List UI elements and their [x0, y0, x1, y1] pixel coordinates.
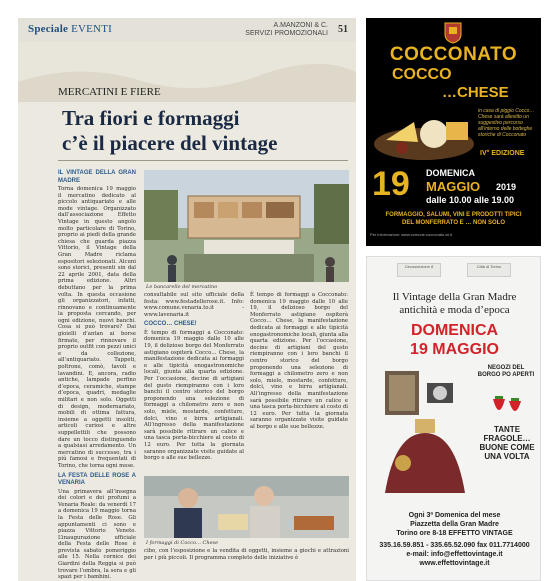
magazine-page [18, 18, 356, 581]
article-column-2 [144, 292, 244, 472]
col1-body2: Una primavera all’insegna dei colori e dei profumi a Venaria Reale: da venerdì 17 a domenica 19 maggio torna la Festa delle Rose. Gli appuntamenti ci sono e piazza Vittorio Veneto. L’inaugurazione ufficiale della Festa delle Rose è prevista sabato pomeriggio alle 15. Nella cornice dei Giardini della Reggia si può trovare l’ombra, la sera e gli spazi per i bambini. [58, 488, 136, 581]
chese-title: …CHESE [442, 84, 509, 101]
vintage-ad-title [367, 291, 542, 317]
section-label [28, 23, 112, 35]
vintage-ad-shops: NEGOZI DEL BORGO PO APERTI [477, 365, 535, 378]
title-divider [58, 160, 348, 161]
vintage-ad-tagline: TANTE FRAGOLE… BUONE COME UNA VOLTA [479, 425, 535, 461]
market-photo-caption: Le bancarelle del mercatino [146, 284, 218, 290]
magazine-header [18, 18, 356, 43]
cocco-title: COCCO [392, 66, 452, 83]
col1-body: Torna domenica 19 maggio il mercatino dedicato al piccolo antiquariato e alle mode vintage. Organizzato dall’associazione Effetto Vintage in questo angolo molto particolare di Torino, proprio ai piedi della grande chiesa che guarda piazza Vittorio, il Vintage della Gran Madre riclama espositori selezionati. Alcuni sono storici, presenti sin dal 22 aprile 2001, data della prima edizione. Altri debuttano per la prima volta. In questa occasione gli organizzatori, infatti, rinnovano e continuamente la proposta cercando, per ogni edizione, nuovi banchi. Cosa si può trovare? Dai gioielli d’antan ai borse firmate, per rinnovare il proprio outfit con pezzi unici e da collezione, all’antiquariato. Tappeti, poltrone, comò, tavoli e lavandini. E, ancora, radio antiche, lampade perfino d’epoca, ceramiche, stampe d’epoca, quadri, medaglie militari e non solo. Oggetti di design, modernariato, mobili di ottima fattura, insieme a oggetti insoliti, articoli curiosi e altre suppellettili che possono dare un tocco distinguendo a qualsiasi arredamento. Un mercatino di successo, tra i più famosi e frequentati di Torino, che torna ogni mese. [58, 186, 136, 469]
cocconato-description: in casa di piggio Cocco…Chese sarà allestito un suggestivo percorso all’interno delle botteghe storiche di Cocconato [478, 108, 535, 138]
vintage-ad-schedule-line1: Ogni 3ª Domenica del mese [408, 512, 501, 519]
cocconato-hours: dalle 10.00 alle 19.00 [426, 195, 515, 205]
vintage-ad-website: www.effettovintage.it [419, 560, 490, 567]
cheese-photo-caption: I formaggi di Cocco… Chese [146, 540, 219, 546]
section-label-rest: EVENTI [71, 23, 112, 35]
publisher-line1: A.MANZONI & C. [273, 22, 328, 29]
col2-subhead: COCCO… CHESE! [144, 321, 197, 328]
article-title-line2: c’è il piacere del vintage [62, 131, 278, 155]
cheese-photo [144, 476, 349, 538]
cocconato-day-word: DOMENICA [426, 168, 475, 178]
article-title [62, 106, 277, 156]
cocconato-title: COCCONATO [389, 44, 518, 65]
cocconato-edition: IV° EDIZIONE [480, 150, 525, 157]
market-photo [144, 170, 349, 282]
vintage-ad-schedule [367, 511, 542, 538]
col3-body: È tempo di formaggi a Cocconato: domenica 19 maggio dalle 10 alle 19, il delizioso borgo del Monferrato astigiano ospiterà Cocco… Chese, la manifestazione dedicata ai formaggi e alle tipicità enogastronomiche locali, giunta alla quarta edizione. Per l’occasione, decine di artigiani del gusto riempiranno con i loro banchi il centro storico del borgo proponendo una selezione di formaggi a chilometro zero e non solo, miele, mostarde, confetture, dolci, vino e birra artigianali. All’ingresso della manifestazione sarà possibile ritirare un calice e una tasca porta-bicchiere al costo di 12 euro. Per tutta la giornata saranno organizzate visite guidate al borgo e alle sue bellezze. [250, 292, 348, 430]
circoscrizione-logo: Circoscrizione 8 [397, 263, 441, 277]
vintage-ad-schedule-line2: Piazzetta della Gran Madre [410, 521, 499, 528]
vintage-ad [366, 256, 541, 581]
cocconato-ad [366, 18, 541, 246]
cocconato-footer-line2: DEL MONFERRATO E … NON SOLO [401, 220, 505, 226]
section-label-bold: Speciale [28, 23, 69, 35]
vintage-objects-image [375, 363, 475, 503]
publisher-label [245, 22, 328, 38]
vintage-ad-contacts [367, 541, 542, 568]
cheese-board-image [372, 104, 476, 162]
cocconato-day-number: 19 [372, 165, 410, 203]
cocconato-info: Per informazioni: www.comune.cocconato.at.it [370, 232, 452, 237]
col2-body2: È tempo di formaggi a Cocconato: domenica 19 maggio dalle 10 alle 19, il delizioso borgo del Monferrato astigiano ospiterà Cocco… Chese, la manifestazione dedicata ai formaggi e alle tipicità enogastronomiche locali, giunta alla quarta edizione. Per l’occasione, decine di artigiani del gusto riempiranno con i loro banchi il centro storico del borgo proponendo una selezione di formaggi a chilometro zero e non solo, miele, mostarde, confetture, dolci, vino e birra artigianali. All’ingresso della manifestazione sarà possibile ritirare un calice e una tasca porta-bicchiere al costo di 12 euro. Per tutta la giornata saranno organizzate visite guidate al borgo e alle sue bellezze. [144, 329, 244, 462]
publisher-line2: SERVIZI PROMOZIONALI [245, 30, 328, 37]
vintage-ad-email: e-mail: info@effettovintage.it [406, 551, 503, 558]
cocconato-footer-line1: FORMAGGIO, SALUMI, VINI E PRODOTTI TIPICI [385, 212, 522, 218]
page-number: 51 [338, 24, 348, 35]
bottom-body: cibo, con l’esposizione e la vendita di oggetti, insieme a giochi e attrazioni per i più piccoli. Il programma completo delle iniziative è [144, 548, 349, 561]
article-column-3 [250, 292, 348, 472]
cocconato-year: 2019 [496, 182, 517, 192]
article-title-line1: Tra fiori e formaggi [62, 106, 240, 130]
vintage-ad-date-line1: DOMENICA [410, 322, 499, 339]
article-column-bottom [144, 548, 349, 578]
vintage-ad-date-line2: 19 MAGGIO [410, 341, 499, 358]
vintage-ad-title-line1: Il Vintage della Gran Madre [392, 291, 517, 303]
vintage-ad-date [377, 321, 532, 359]
vintage-ad-schedule-line3: Torino ore 8-18 EFFETTO VINTAGE [396, 530, 513, 537]
strawberry-image [485, 393, 529, 423]
citta-torino-logo: Città di Torino [467, 263, 511, 277]
col1-subhead: IL VINTAGE DELLA GRAN MADRE [58, 170, 136, 184]
col1-subhead2: LA FESTA DELLE ROSE A VENARIA [58, 472, 136, 487]
article-column-1 [58, 170, 136, 581]
cocconato-month: MAGGIO [426, 179, 481, 194]
vintage-ad-title-line2: antichità e moda d’epoca [399, 304, 510, 316]
col2-body: consultabile sul sito ufficiale della festa: www.festadellerose.it. Info: www.comune.venaria.to.it - www.lavenaria.it [144, 292, 244, 318]
vintage-ad-phones: 335.16.59.851 - 335.65.52.090 fax 011.7714000 [379, 542, 530, 549]
crest-icon [444, 22, 462, 44]
article-kicker: MERCATINI E FIERE [58, 86, 161, 98]
